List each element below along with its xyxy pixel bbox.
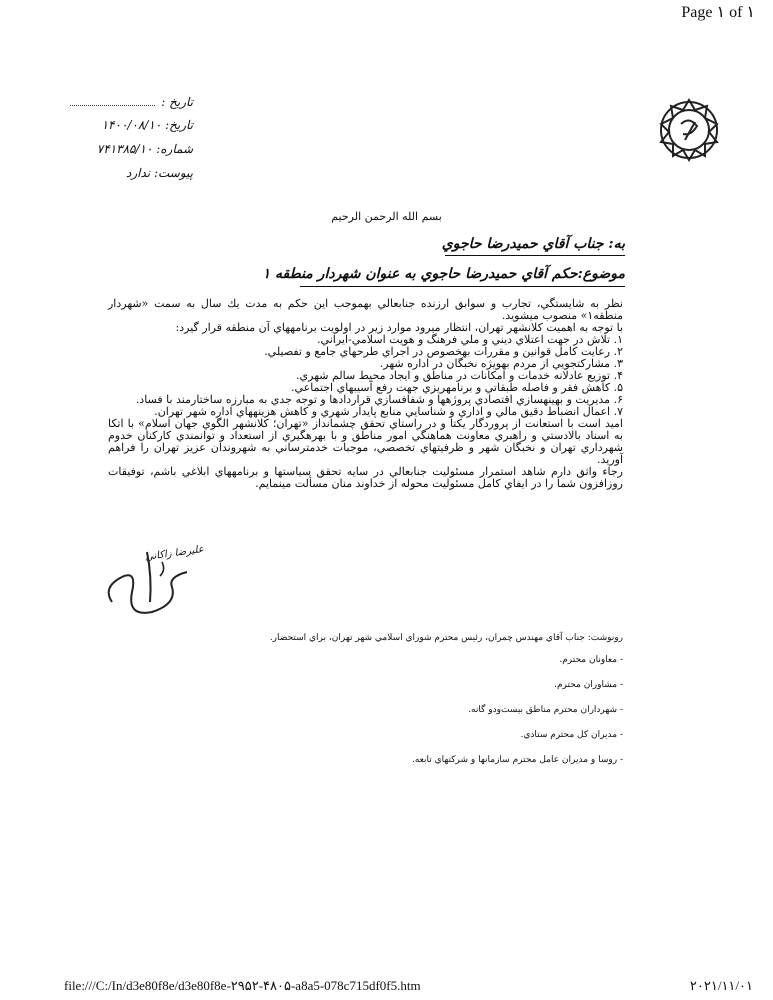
cc-item: - معاونان محترم. bbox=[559, 655, 623, 665]
cc-item: - روسا و مديران عامل محترم سازمانها و شركتهاي تابعه. bbox=[411, 755, 623, 765]
footer-file-path: file:///C:/In/d3e80f8e/d3e80f8e-۲۹۵۲-۴۸۰۵-a8a5-078c715df0f5.htm bbox=[64, 978, 421, 993]
attachment-field: پیوست: ندارد bbox=[126, 166, 193, 180]
cc-item: - مشاوران محترم. bbox=[554, 680, 623, 690]
footer-date: ۲۰۲۱/۱۱/۰۱ bbox=[689, 978, 753, 993]
subject: موضوع:حكم آقاي حميدرضا حاجوي به عنوان شهردار منطقه ۱ bbox=[262, 266, 625, 282]
body-paragraph: با توجه به اهميت كلانشهر تهران، انتظار ميرود موارد زير در اولويت برنامههاي آن منطقه قرار گيرد: bbox=[175, 321, 623, 334]
body-paragraph: رجاء واثق دارم شاهد استمرار مسئوليت جنابعالي در سايه تحقق سياستها و برنامههاي ابلاغي باشم، توفيقات روزافزون شما را در ايفاي كامل مسئوليت محوله از خداوند منان مسألت مينمايم. bbox=[108, 465, 623, 490]
body-list-item: ۷. اعمال انضباط دقيق مالي و اداري و شناسايي منابع پايدار شهري و كاهش هزينههاي اداره شهر تهران. bbox=[154, 405, 623, 418]
body-list-item: ۱. تلاش در جهت اعتلاي ديني و ملي فرهنگ و هويت اسلامي-ايراني. bbox=[317, 333, 623, 346]
body-paragraph: اميد است با استعانت از پروردگار يكتا و در راستاي تحقق چشمانداز «تهران؛ كلانشهر الگوي جهان اسلام» با اتكا به اسناد بالادستي و راهبري معاونت هماهنگي امور مناطق و با بهرهگيري از استعداد و توانمندي كاركنان خدوم شهرداري تهران و نخبگان شهر و ظرفيتهاي تخصصي، موجبات خدمترساني به شهروندان عزيز تهران را فراهم آوريد. bbox=[108, 417, 623, 466]
subject-underline bbox=[300, 286, 625, 287]
cc-item: - شهرداران محترم مناطق بيست‌و‌دو گانه. bbox=[468, 705, 623, 715]
cc-title: رونوشت: جناب آقاي مهندس چمران، رئيس محترم شوراي اسلامي شهر تهران، براي استحضار. bbox=[269, 633, 623, 643]
signer-name: عليرضا زاكاني bbox=[144, 543, 205, 564]
history-field: تاریخ: ۱۴۰۰/۰۸/۱۰ bbox=[101, 118, 193, 132]
body-paragraph: نظر به شايستگي، تجارب و سوابق ارزنده جنابعالي بهموجب اين حكم به مدت يك سال به سمت «شهردار منطقه۱» منصوب ميشويد. bbox=[108, 297, 623, 322]
salutation: بسم الله الرحمن الرحيم bbox=[331, 210, 442, 223]
page-number: Page ١ of ١ bbox=[681, 4, 755, 21]
recipient: به: جناب آقاي حميدرضا حاجوي bbox=[441, 236, 625, 252]
recipient-underline bbox=[445, 255, 625, 256]
letter-body bbox=[108, 298, 623, 490]
body-list-item: ۵. كاهش فقر و فاصله طبقاتي و برنامهريزي جهت رفع آسيبهاي اجتماعي. bbox=[291, 381, 623, 394]
cc-list bbox=[153, 632, 623, 779]
number-field: شماره: ۷۴۱۳۸۵/۱۰ bbox=[96, 142, 193, 156]
date-field: تاریخ : bbox=[70, 95, 193, 109]
body-list-item: ۴. توزيع عادلانه خدمات و امكانات در مناطق و ايجاد محيط سالم شهري. bbox=[296, 369, 623, 382]
handwritten-signature bbox=[92, 532, 212, 632]
municipality-logo-icon bbox=[655, 96, 723, 164]
body-list-item: ۲. رعايت كامل قوانين و مقررات بهخصوص در اجراي طرحهاي جامع و تفصيلي. bbox=[264, 345, 623, 358]
body-list-item: ۳. مشاركتجويي از مردم بهويژه نخبگان در اداره شهر. bbox=[379, 357, 623, 370]
cc-item: - مديران كل محترم ستادي. bbox=[520, 730, 623, 740]
body-list-item: ۶. مديريت و بهينهسازي اقتصادي پروژهها و شفافسازي قراردادها و توجه جدي به مبارزه ساختارمند با فساد. bbox=[135, 393, 623, 406]
